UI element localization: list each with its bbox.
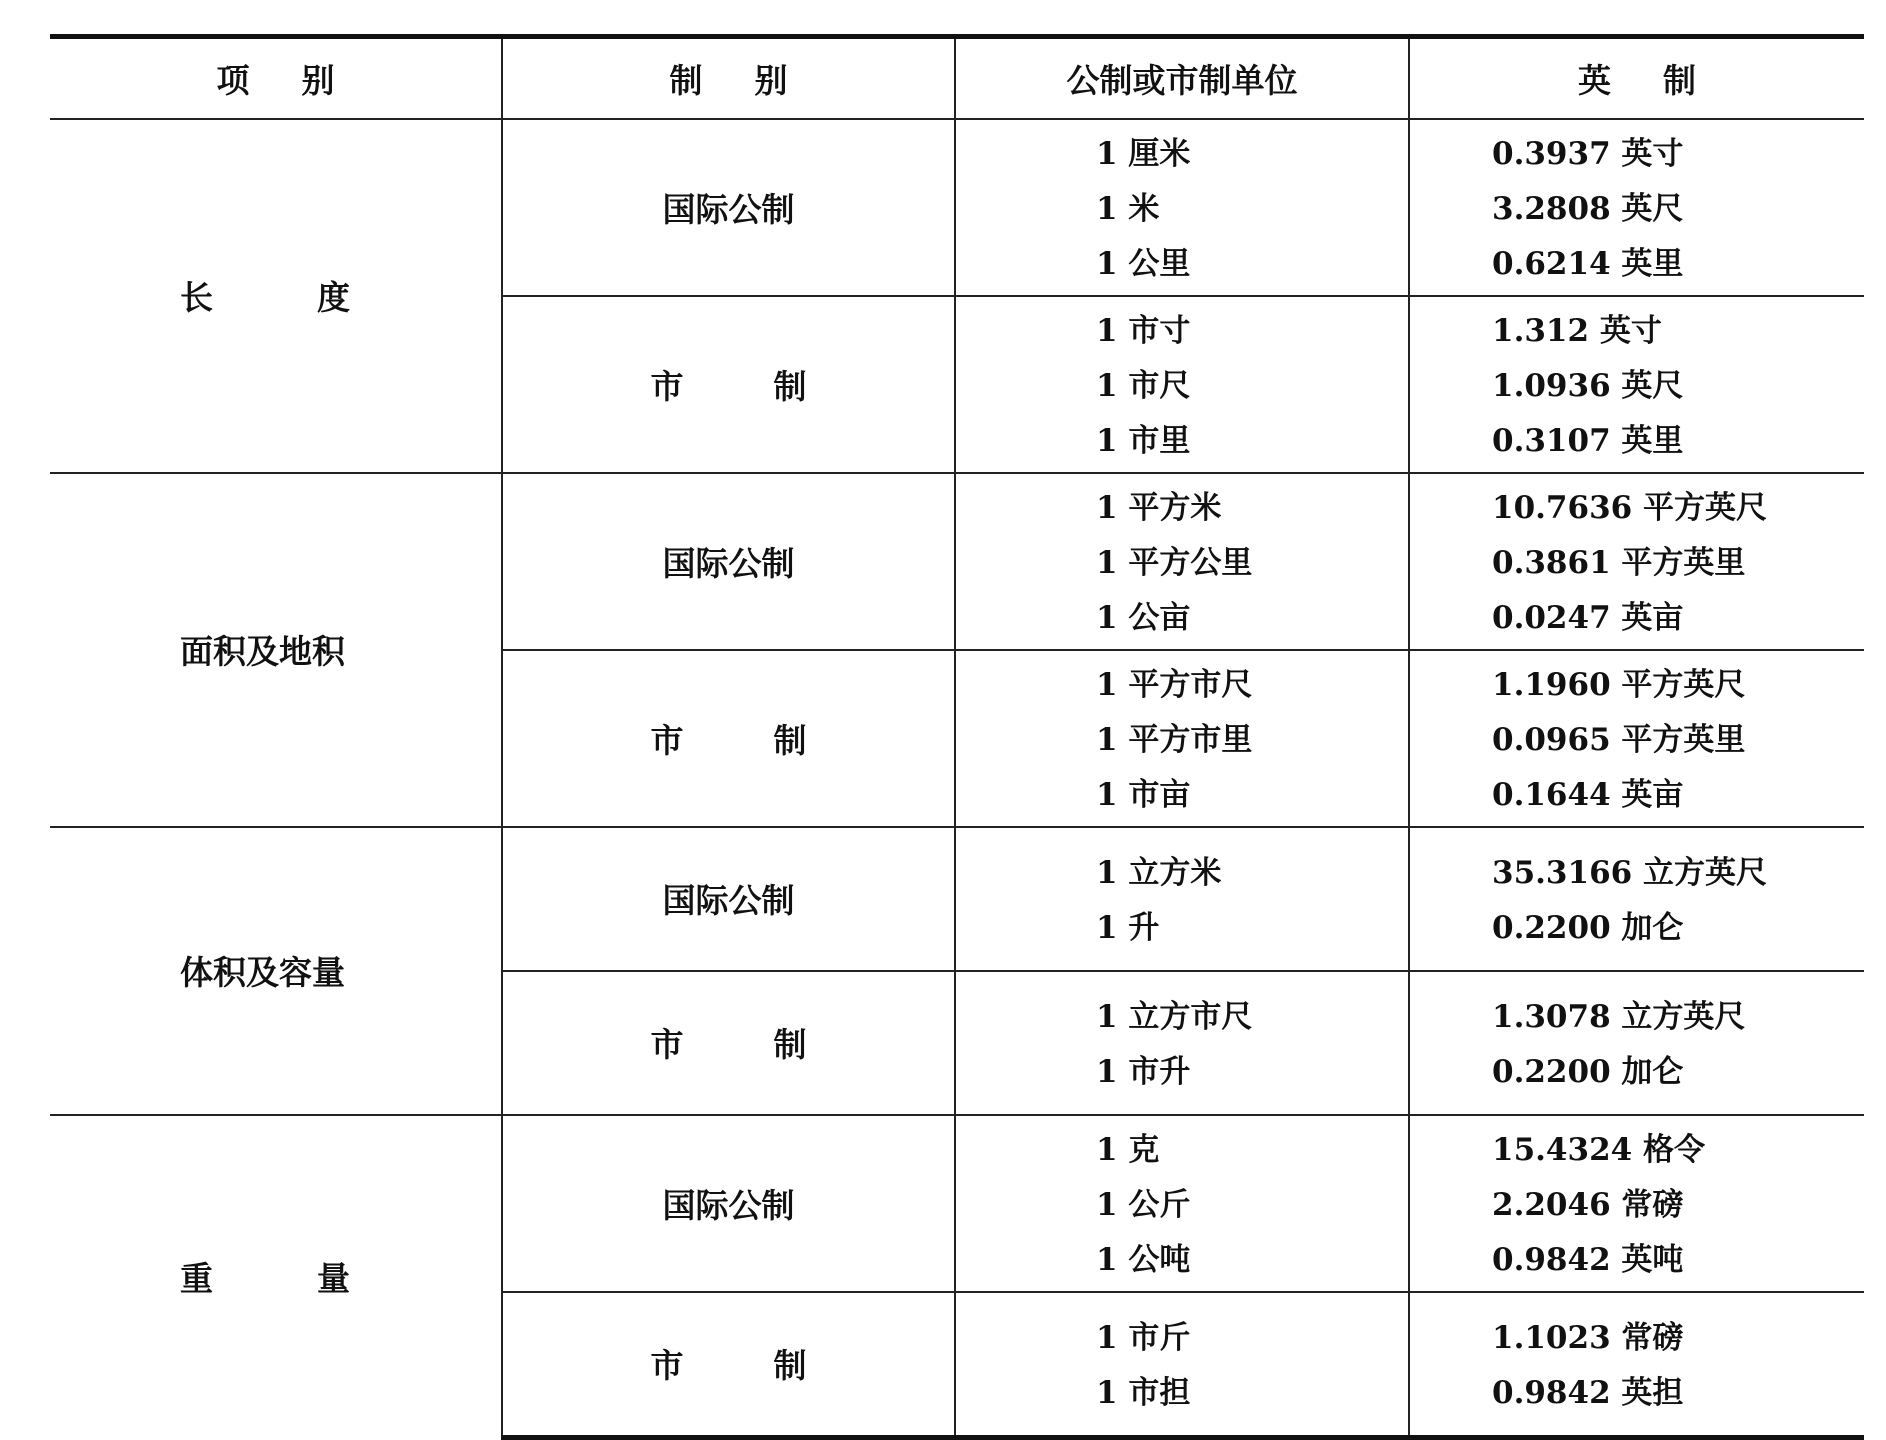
english-value: 10.7636 平方英尺 — [1492, 489, 1768, 526]
english-cell — [1409, 650, 1864, 827]
category-cell — [50, 473, 502, 827]
system-cell — [502, 971, 955, 1115]
english-cell — [1409, 119, 1864, 296]
system-label: 市制 — [650, 720, 897, 760]
table-body — [50, 119, 1864, 1438]
table-row — [50, 1115, 1864, 1292]
category-label: 体积及容量 — [180, 953, 345, 992]
english-value: 0.3107 英里 — [1492, 422, 1684, 459]
table-header — [50, 37, 1864, 119]
unit-conversion-table — [50, 34, 1864, 1440]
english-value: 0.0965 平方英里 — [1492, 721, 1746, 758]
unit-cell — [955, 971, 1409, 1115]
unit-cell — [955, 473, 1409, 650]
english-value: 0.1644 英亩 — [1492, 776, 1684, 813]
unit-value: 1 厘米 — [1096, 135, 1191, 172]
english-value: 1.0936 英尺 — [1492, 367, 1684, 404]
english-value: 0.2200 加仑 — [1492, 1053, 1684, 1090]
header-english: 英制 — [1409, 37, 1864, 119]
unit-cell — [955, 650, 1409, 827]
unit-value: 1 平方米 — [1096, 489, 1222, 526]
system-cell — [502, 650, 955, 827]
unit-value: 1 公亩 — [1096, 599, 1191, 636]
unit-cell — [955, 119, 1409, 296]
unit-value: 1 市升 — [1096, 1053, 1191, 1090]
unit-value: 1 市寸 — [1096, 312, 1191, 349]
unit-value: 1 公吨 — [1096, 1241, 1191, 1278]
english-value: 0.3861 平方英里 — [1492, 544, 1746, 581]
table-row — [50, 119, 1864, 296]
english-cell — [1409, 827, 1864, 971]
category-label: 长度 — [180, 278, 454, 317]
unit-cell — [955, 296, 1409, 473]
system-label: 市制 — [650, 366, 897, 406]
unit-cell — [955, 1115, 1409, 1292]
unit-value: 1 立方市尺 — [1096, 998, 1253, 1035]
unit-value: 1 市亩 — [1096, 776, 1191, 813]
unit-cell — [955, 1292, 1409, 1438]
system-label: 市制 — [650, 1025, 897, 1064]
english-value: 15.4324 格令 — [1492, 1131, 1706, 1168]
unit-value: 1 市担 — [1096, 1374, 1191, 1411]
english-value: 1.3078 立方英尺 — [1492, 998, 1746, 1035]
header-row — [50, 37, 1864, 119]
english-value: 1.1960 平方英尺 — [1492, 666, 1746, 703]
english-value: 35.3166 立方英尺 — [1492, 854, 1768, 891]
category-label: 重量 — [180, 1258, 454, 1298]
english-cell — [1409, 296, 1864, 473]
english-value: 3.2808 英尺 — [1492, 190, 1684, 227]
unit-value: 1 平方市里 — [1096, 721, 1253, 758]
unit-value: 1 立方米 — [1096, 854, 1222, 891]
english-value: 0.2200 加仑 — [1492, 909, 1684, 946]
english-value: 1.312 英寸 — [1492, 312, 1662, 349]
system-label: 市制 — [650, 1346, 897, 1385]
english-cell — [1409, 473, 1864, 650]
unit-value: 1 升 — [1096, 909, 1160, 946]
unit-value: 1 市尺 — [1096, 367, 1191, 404]
english-value: 2.2046 常磅 — [1492, 1186, 1684, 1223]
system-cell — [502, 296, 955, 473]
english-cell — [1409, 971, 1864, 1115]
system-cell — [502, 119, 955, 296]
unit-value: 1 米 — [1096, 190, 1160, 227]
category-cell — [50, 119, 502, 473]
english-value: 0.3937 英寸 — [1492, 135, 1684, 172]
unit-value: 1 市里 — [1096, 422, 1191, 459]
unit-value: 1 市斤 — [1096, 1319, 1191, 1356]
header-system: 制别 — [502, 37, 955, 119]
english-value: 0.0247 英亩 — [1492, 599, 1684, 636]
system-cell — [502, 1115, 955, 1292]
unit-cell — [955, 827, 1409, 971]
system-label: 国际公制 — [662, 1185, 795, 1225]
category-cell — [50, 827, 502, 1115]
english-cell — [1409, 1292, 1864, 1438]
system-label: 国际公制 — [662, 543, 795, 583]
unit-value: 1 平方公里 — [1096, 544, 1253, 581]
english-value: 0.9842 英担 — [1492, 1374, 1684, 1411]
table-row — [50, 473, 1864, 650]
header-item: 项别 — [50, 37, 502, 119]
system-cell — [502, 473, 955, 650]
english-value: 0.6214 英里 — [1492, 245, 1684, 282]
unit-value: 1 公里 — [1096, 245, 1191, 282]
english-value: 1.1023 常磅 — [1492, 1319, 1684, 1356]
category-label: 面积及地积 — [180, 632, 345, 671]
unit-value: 1 平方市尺 — [1096, 666, 1253, 703]
english-cell — [1409, 1115, 1864, 1292]
system-cell — [502, 827, 955, 971]
unit-value: 1 公斤 — [1096, 1186, 1191, 1223]
system-label: 国际公制 — [662, 189, 795, 229]
header-unit: 公制或市制单位 — [955, 37, 1409, 119]
unit-value: 1 克 — [1096, 1131, 1160, 1168]
system-cell — [502, 1292, 955, 1438]
english-value: 0.9842 英吨 — [1492, 1241, 1684, 1278]
table-row — [50, 827, 1864, 971]
category-cell — [50, 1115, 502, 1438]
system-label: 国际公制 — [662, 881, 795, 920]
